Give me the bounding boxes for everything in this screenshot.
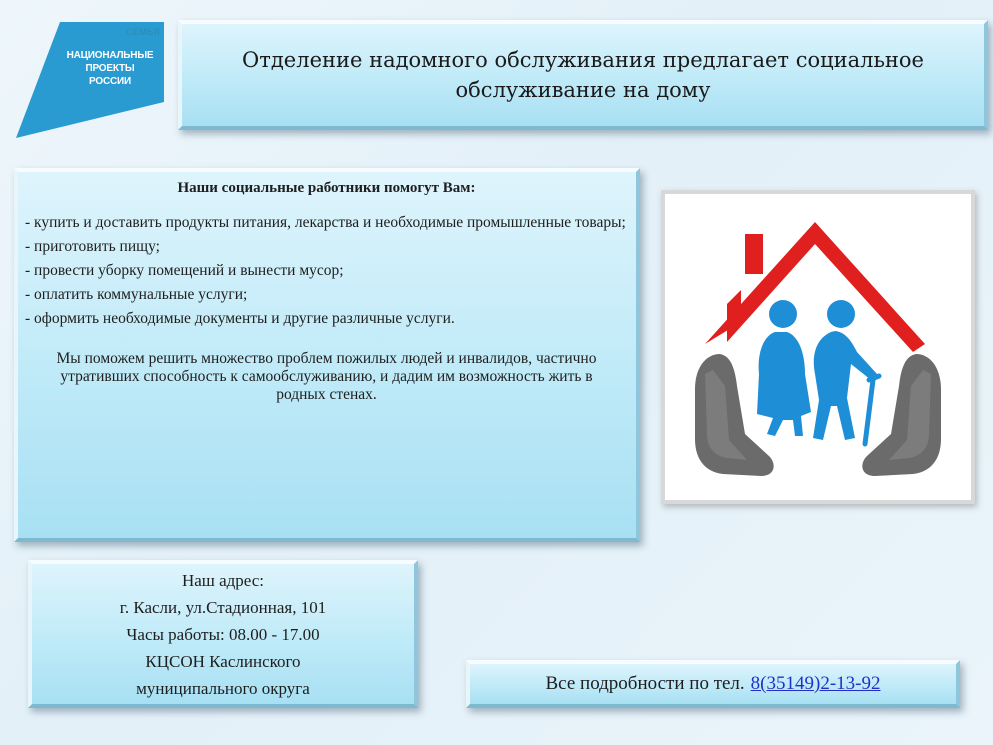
services-panel [14,168,640,542]
service-item: - купить и доставить продукты питания, лекарства и необходимые промышленные товары; [25,214,626,231]
service-item: - приготовить пищу; [25,238,160,255]
service-item: - оплатить коммунальные услуги; [25,286,248,303]
address-panel [28,560,418,708]
logo-line-2: ПРОЕКТЫ [85,63,135,74]
service-item: - оформить необходимые документы и другие различные услуги. [25,310,455,327]
services-list [25,214,628,328]
title-banner [178,20,988,130]
organization-name-2: муниципального округа [136,678,310,698]
elderly-man-icon [827,300,855,328]
contact-label: Все подробности по тел. [545,673,745,694]
chimney-icon [745,234,763,274]
phone-link[interactable]: 8(35149)2-13-92 [750,673,881,694]
logo-line-1: НАЦИОНАЛЬНЫЕ [66,50,154,61]
address-street: г. Касли, ул.Стадионная, 101 [119,597,327,617]
working-hours: Часы работы: 08.00 - 17.00 [126,624,320,644]
contact-panel [466,660,960,708]
house-elderly-couple-hands-icon [665,194,971,500]
page-title: Отделение надомного обслуживания предлагает социальное обслуживание на дому [242,48,924,102]
illustration-card [661,190,975,504]
service-item: - провести уборку помещений и вынести мусор; [25,262,344,279]
services-heading: Наши социальные работники помогут Вам: [177,180,476,196]
address-heading: Наш адрес: [181,570,265,590]
cane-icon [865,380,873,444]
organization-name-1: КЦСОН Каслинского [145,651,301,671]
logo-family-text: СЕМЬЯ [126,27,161,37]
national-projects-logo [14,18,164,140]
logo-line-3: РОССИИ [89,76,131,87]
roof-icon [705,222,925,352]
services-description: Мы поможем решить множество проблем пожилых людей и инвалидов, частично утративших способность к самообслуживанию, и дадим им возможность жить в родных стенах. [56,350,597,403]
elderly-woman-icon [769,300,797,328]
